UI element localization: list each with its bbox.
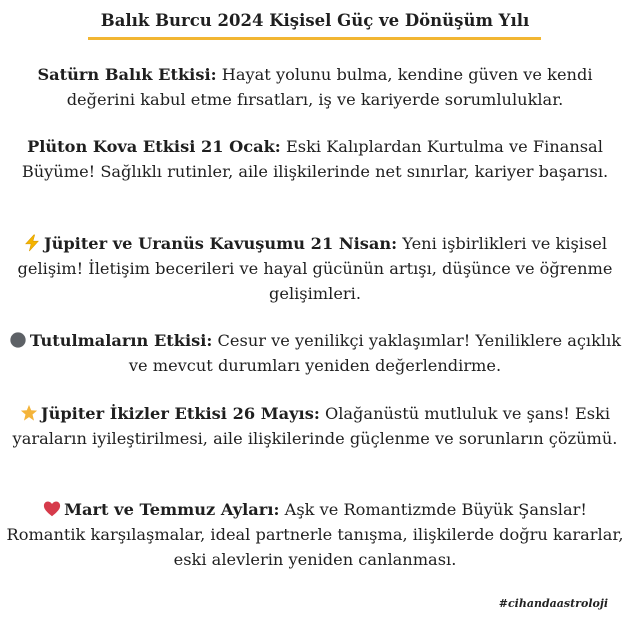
section-text: Aşk ve Romantizmde Büyük Şanslar! Romantik karşılaşmalar, ideal partnerle tanışma, ilişkilerde doğru kararlar, eski alevlerin yeniden canlanması. [6,500,624,569]
section-heading: Tutulmaların Etkisi: [29,331,213,350]
title-underline [88,37,541,40]
section-jupiter-gemini [6,401,624,451]
dark-circle-icon [9,331,27,349]
section-text: Olağanüstü mutluluk ve şans! Eski yaraların iyileştirilmesi, aile ilişkilerinde güçlenme ve sorunların çözümü. [12,404,618,448]
star-icon [20,404,38,422]
section-text: Yeni işbirlikleri ve kişisel gelişim! İletişim becerileri ve hayal gücünün artışı, düşünce ve öğrenme gelişimleri. [17,234,613,303]
hashtag: #cihandaastroloji [498,597,608,610]
section-text: Cesur ve yenilikçi yaklaşımlar! Yeniliklere açıklık ve mevcut durumları yeniden değerlendirme. [128,331,622,375]
section-heading: Jüpiter İkizler Etkisi 26 Mayıs: [40,404,320,423]
lightning-icon [23,234,41,252]
section-heading: Satürn Balık Etkisi: [37,65,217,84]
page-title: Balık Burcu 2024 Kişisel Güç ve Dönüşüm Yılı [100,11,530,30]
section-heading: Jüpiter ve Uranüs Kavuşumu 21 Nisan: [43,234,398,253]
section-eclipses [6,328,624,378]
section-march-july [6,497,624,572]
section-heading: Plüton Kova Etkisi 21 Ocak: [27,137,281,156]
section-text: Eski Kalıplardan Kurtulma ve Finansal Büyüme! Sağlıklı rutinler, aile ilişkilerinde net sınırlar, kariyer başarısı. [21,137,609,181]
section-pluto [6,134,624,184]
heart-icon [43,500,61,518]
section-heading: Mart ve Temmuz Ayları: [64,500,280,519]
section-saturn [6,62,624,112]
section-jupiter-uranus [6,231,624,306]
section-text: Hayat yolunu bulma, kendine güven ve kendi değerini kabul etme fırsatları, iş ve kariyerde sorumluluklar. [66,65,593,109]
